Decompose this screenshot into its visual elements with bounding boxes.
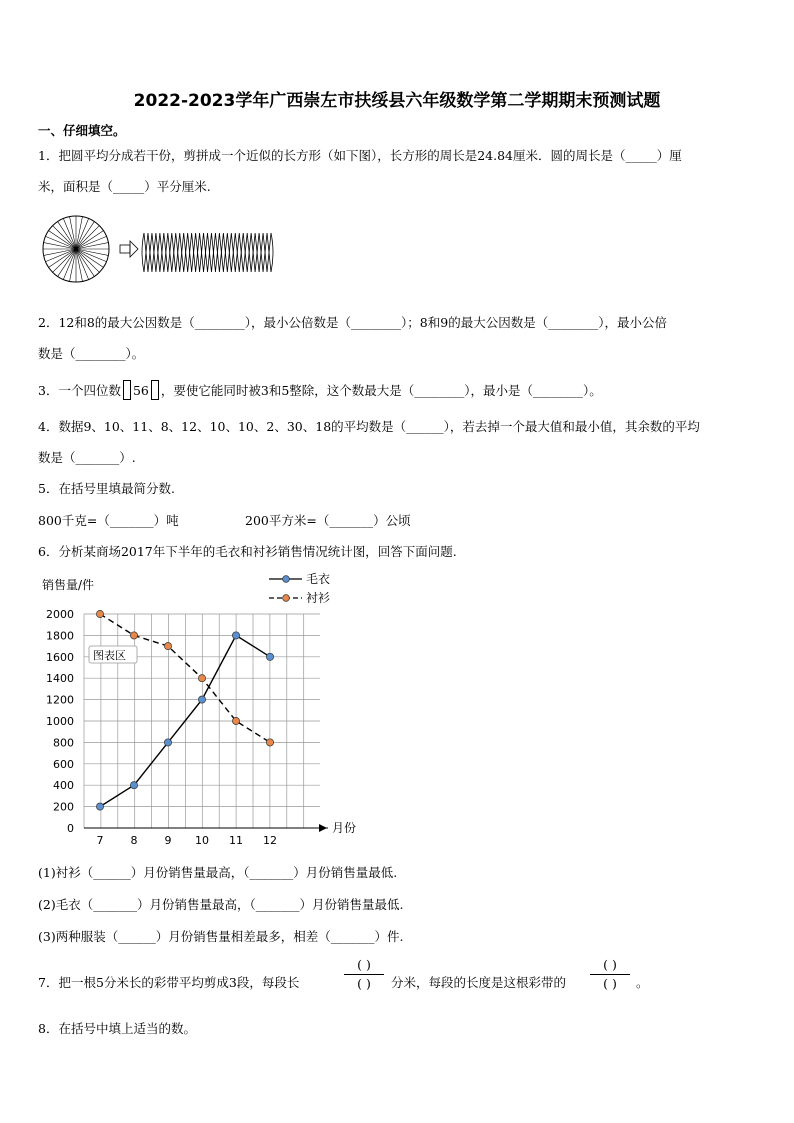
digit-box-left <box>123 380 131 400</box>
question-5-line-1: 5．在括号里填最简分数. <box>38 481 175 496</box>
y-tick-label: 400 <box>53 779 74 793</box>
data-point <box>198 675 205 682</box>
page-title: 2022-2023学年广西崇左市扶绥县六年级数学第二学期期末预测试题 <box>133 91 661 111</box>
chart-annotation <box>89 646 137 663</box>
fraction-2-denominator: ( ) <box>603 976 617 991</box>
question-7-suffix: 。 <box>636 975 649 990</box>
fraction-2-numerator: ( ) <box>603 957 617 972</box>
x-axis-arrow-icon <box>319 824 327 832</box>
question-5-part-b: 200平方米=（_______）公顷 <box>245 513 411 528</box>
approximate-rectangle <box>142 233 273 272</box>
question-4-line-2: 数是（_______）. <box>38 450 136 465</box>
fraction-blank-1 <box>342 957 386 992</box>
fraction-1-numerator: ( ) <box>357 957 371 972</box>
data-point <box>164 739 171 746</box>
question-2-line-1: 2．12和8的最大公因数是（________），最小公倍数是（________）；8和9的最大公因数是（________），最小公倍 <box>38 315 667 330</box>
data-point <box>266 653 273 660</box>
question-6-sub-3: (3)两种服装（______）月份销售量相差最多，相差（_______）件. <box>38 929 404 944</box>
x-tick-label: 10 <box>195 834 209 847</box>
data-point <box>232 717 239 724</box>
question-6-sub-1: (1)衬衫（______）月份销售量最高，（_______）月份销售量最低. <box>38 865 398 880</box>
question-5-part-a: 800千克=（_______）吨 <box>38 513 179 528</box>
x-tick-label: 12 <box>263 834 277 847</box>
question-1-line-1: 1．把圆平均分成若干份，剪拼成一个近似的长方形（如下图），长方形的周长是24.84厘米．圆的周长是（_____）厘 <box>38 148 682 163</box>
y-tick-label: 600 <box>53 757 74 771</box>
y-tick-label: 1600 <box>46 650 74 664</box>
x-axis-label: 月份 <box>332 821 357 835</box>
x-tick-label: 9 <box>164 834 172 847</box>
question-6-line-1: 6．分析某商场2017年下半年的毛衣和衬衫销售情况统计图，回答下面问题. <box>38 544 457 559</box>
question-3-digits: 56 <box>132 382 149 398</box>
y-tick-label: 200 <box>53 800 74 814</box>
data-point <box>96 803 103 810</box>
question-3 <box>38 380 602 400</box>
question-7-middle: 分米，每段的长度是这根彩带的 <box>391 975 567 990</box>
question-4-line-1: 4．数据9、10、11、8、12、10、10、2、30、18的平均数是（______），若去掉一个最大值和最小值，其余数的平均 <box>38 419 700 434</box>
y-tick-label: 1800 <box>46 629 74 643</box>
question-3-suffix: ，要使它能同时被3和5整除，这个数最大是（________），最小是（________）。 <box>160 383 602 398</box>
question-3-prefix: 3．一个四位数 <box>38 383 121 398</box>
x-tick-label: 8 <box>130 834 138 847</box>
question-6-sub-2: (2)毛衣（_______）月份销售量最高，（_______）月份销售量最低. <box>38 897 404 912</box>
question-2-line-2: 数是（________）。 <box>38 346 145 361</box>
data-point <box>232 632 239 639</box>
data-point <box>164 643 171 650</box>
x-tick-label: 11 <box>229 834 243 847</box>
data-point <box>130 782 137 789</box>
y-axis-label: 销售量/件 <box>42 578 95 592</box>
fraction-1-denominator: ( ) <box>357 976 371 991</box>
y-tick-label: 1000 <box>46 715 74 728</box>
data-point <box>96 610 103 617</box>
question-8-line-1: 8．在括号中填上适当的数。 <box>38 1021 196 1036</box>
x-tick-label: 7 <box>96 834 104 847</box>
y-tick-label: 1200 <box>46 693 74 707</box>
data-point <box>198 696 205 703</box>
y-tick-label: 2000 <box>46 608 74 621</box>
legend-label: 毛衣 <box>306 572 331 586</box>
circle-to-rectangle-figure <box>40 208 280 290</box>
y-tick-label: 1400 <box>46 672 74 686</box>
divided-circle <box>43 216 109 282</box>
chart-axes <box>46 608 328 847</box>
section-heading: 一、仔细填空。 <box>38 123 126 138</box>
y-tick-label: 0 <box>67 822 74 835</box>
annotation-text: 图表区 <box>93 649 126 662</box>
question-1-line-2: 米，面积是（_____）平分厘米. <box>38 179 211 194</box>
data-point <box>266 739 273 746</box>
question-7-prefix: 7．把一根5分米长的彩带平均剪成3段，每段长 <box>38 975 300 990</box>
digit-box-right <box>151 380 159 400</box>
chart-legend <box>269 572 330 605</box>
y-tick-label: 800 <box>53 736 74 750</box>
legend-marker <box>283 595 290 602</box>
fraction-blank-2 <box>588 957 632 992</box>
legend-marker <box>283 576 290 583</box>
arrow-icon <box>120 241 138 257</box>
sales-line-chart <box>36 570 366 847</box>
data-point <box>130 632 137 639</box>
legend-label: 衬衫 <box>306 591 331 605</box>
